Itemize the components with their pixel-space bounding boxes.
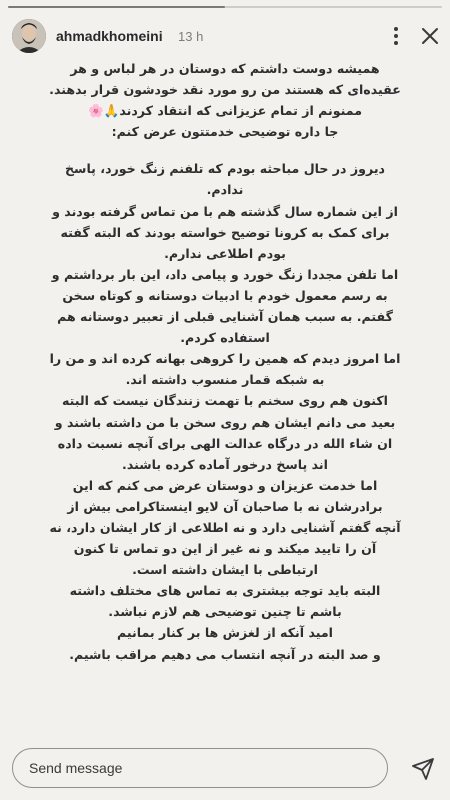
story-header [0, 14, 450, 58]
send-message-input[interactable] [12, 748, 388, 788]
avatar[interactable] [12, 19, 46, 53]
caption-line: اکنون هم روی سخنم با تهمت زنندگان نیست که البته [61, 393, 388, 409]
caption-line: استفاده کردم. [180, 330, 270, 346]
story-progress-bar [8, 6, 442, 8]
caption-line: اما خدمت عزیزان و دوستان عرض می کنم که این [72, 477, 378, 493]
profile-picture-icon [12, 19, 46, 53]
caption-line: به شبکه قمار منسوب داشته اند. [125, 372, 325, 388]
caption-line: برادرشان نه با صاحبان آن لایو اینستاکرامی بیش از [67, 498, 383, 514]
caption-line: اما امروز دیدم که همین را کروهی بهانه کرده اند و من را [49, 351, 401, 367]
send-icon [411, 757, 435, 781]
caption-line: عقیده‌ای که هستند من رو مورد نقد خودشون قرار بدهند. [49, 82, 401, 98]
more-vertical-icon [393, 26, 399, 46]
caption-line: و صد البته در آنچه انتساب می دهیم مراقب باشیم. [69, 646, 381, 662]
caption-line: همیشه دوست داشتم که دوستان در هر لباس و هر [70, 61, 380, 76]
caption-line: ندادم. [206, 182, 244, 198]
story-progress-fill [8, 6, 225, 8]
caption-line: بودم اطلاعی ندارم. [164, 245, 286, 261]
caption-line: برای کمک به کرونا توضیح خواسته بودند که البته گفته [60, 224, 390, 240]
caption-line: باشم تا چنین توضیحی هم لازم نباشد. [108, 604, 342, 620]
caption-line: ممنونم از تمام عزیزانی که انتقاد کردند🙏🌸 [87, 103, 363, 119]
caption-line: امید آنکه از لغزش ها بر کنار بمانیم [117, 625, 333, 641]
caption-line: گفتم. به سبب همان آشنایی قبلی از تعبیر دوستانه هم [57, 309, 393, 325]
send-button[interactable] [410, 756, 436, 782]
reply-bar [0, 748, 450, 792]
caption-line [18, 142, 432, 158]
more-options-button[interactable] [382, 22, 410, 50]
story-timestamp: 13 h [178, 29, 204, 44]
close-button[interactable] [416, 22, 444, 50]
username[interactable]: ahmadkhomeini [56, 28, 163, 44]
caption-line: ان شاء الله در درگاه عدالت الهی برای آنچه نسبت داده [57, 435, 393, 451]
caption-line: آنچه گفتم آشنایی دارد و نه اطلاعی از کار ایشان دارد، نه [49, 519, 401, 535]
caption-line: از این شماره سال گذشته هم با من تماس گرفته بودند و [52, 203, 398, 219]
caption-line: بعید می دانم ایشان هم روی سخن با من داشته باشند و [54, 414, 396, 430]
caption-line: البته باید توجه بیشتری به تماس های مختلف داشته [69, 583, 381, 599]
caption-line: به رسم معمول خودم با ادبیات دوستانه و کوتاه سخن [62, 287, 388, 303]
caption-line: آن را تایید میکند و نه غیر از این دو تماس تا کنون [73, 541, 377, 557]
close-icon [421, 27, 439, 45]
caption-line: جا داره توضیحی خدمتتون عرض کنم: [111, 124, 339, 140]
caption-line: اند پاسخ درخور آماده کرده باشند. [122, 456, 328, 472]
story-caption-text [18, 58, 432, 746]
caption-line: ارتباطی با ایشان داشته است. [132, 562, 318, 578]
caption-line: اما تلفن مجددا زنگ خورد و پیامی داد، این بار برداشتم و [51, 266, 399, 282]
caption-line: دیروز در حال مباحثه بودم که تلفنم زنگ خورد، پاسخ [64, 161, 386, 177]
